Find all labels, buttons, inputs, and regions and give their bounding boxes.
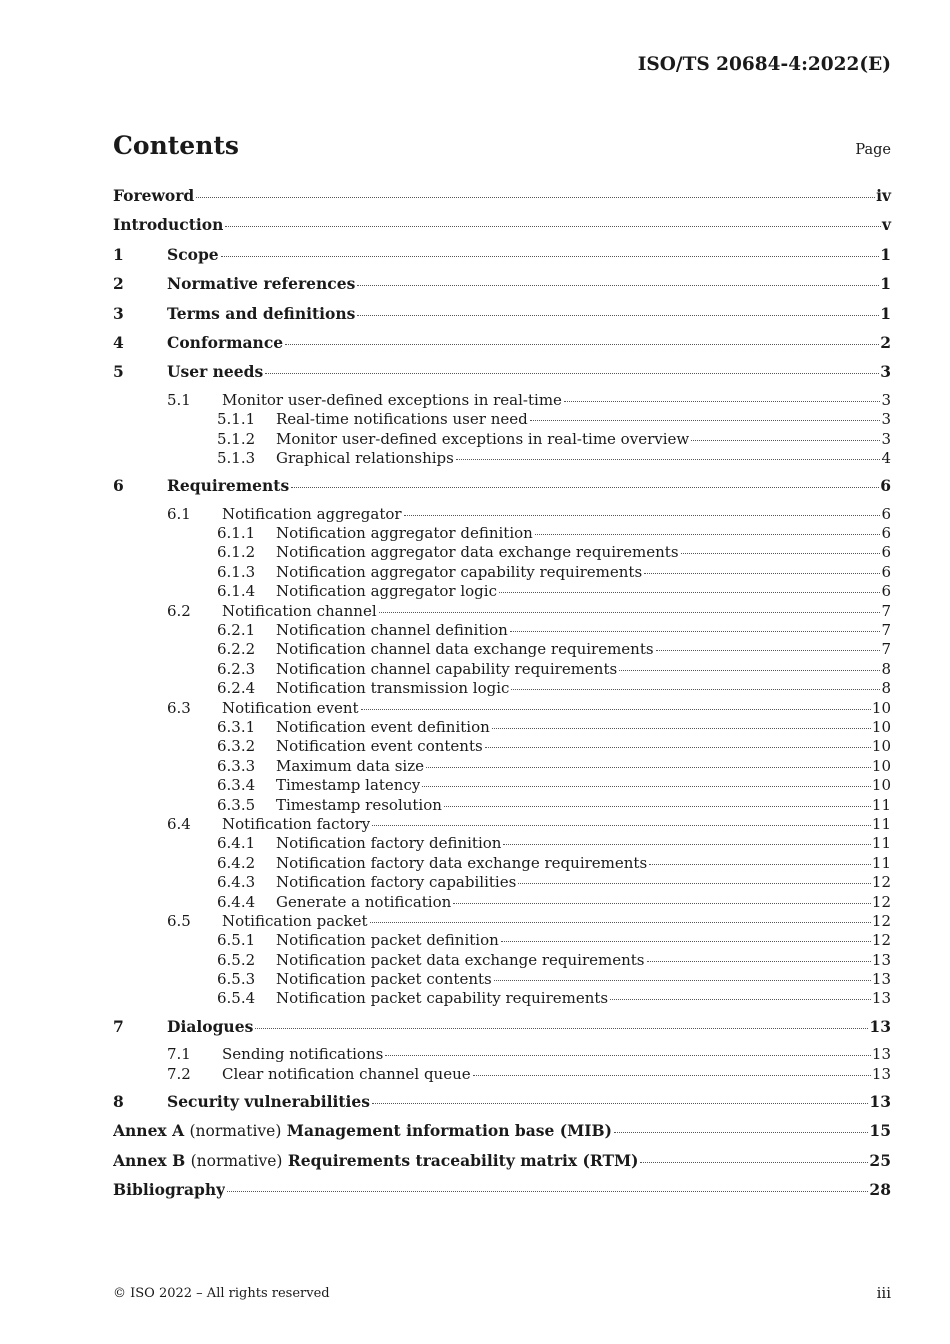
- toc-entry-title: Monitor user-defined exceptions in real-time overview: [276, 429, 690, 448]
- toc-entry-number: 6.2.2: [217, 640, 256, 659]
- toc-entry-title: Normative references: [167, 274, 356, 294]
- toc-entry-page: 13: [871, 970, 891, 989]
- toc-entry-title: Notification event: [222, 698, 359, 717]
- toc-entry-page: 3: [880, 362, 891, 382]
- toc-entry[interactable]: [113, 989, 891, 1008]
- toc-entry-title: Security vulnerabilities: [167, 1092, 371, 1112]
- toc-entry-number: 6.4.4: [217, 892, 256, 911]
- dot-leader: [656, 650, 881, 651]
- toc-entry-number: 6.3.3: [217, 756, 256, 775]
- toc-entry-number: 6.5: [167, 911, 191, 930]
- toc-entry-number: 7: [113, 1016, 124, 1036]
- dot-leader: [422, 786, 871, 787]
- toc-entry-title: [113, 1151, 638, 1170]
- annex-label: Annex A: [113, 1121, 185, 1141]
- dot-leader: [444, 806, 871, 807]
- toc-entry[interactable]: [113, 737, 891, 756]
- toc-entry[interactable]: [113, 524, 891, 543]
- toc-entry-page: 6: [881, 562, 891, 581]
- annex-type: (normative): [190, 1151, 283, 1170]
- toc-entry-page: 7: [881, 601, 891, 620]
- toc-entry-title: User needs: [167, 362, 264, 382]
- dot-leader: [227, 1191, 868, 1192]
- toc-entry-number: 6.2.4: [217, 679, 256, 698]
- toc-entry[interactable]: [113, 1065, 891, 1084]
- toc-entry[interactable]: [113, 303, 891, 332]
- toc-entry-title: Clear notification channel queue: [222, 1064, 471, 1083]
- toc-entry-number: 6.5.3: [217, 970, 256, 989]
- dot-leader: [503, 844, 870, 845]
- toc-entry-number: 6.3.1: [217, 717, 256, 736]
- toc-entry-number: 8: [113, 1092, 124, 1112]
- toc-entry[interactable]: [113, 185, 891, 214]
- toc-entry-page: 12: [871, 931, 891, 950]
- toc-entry-title: Graphical relationships: [276, 448, 454, 467]
- toc-entry[interactable]: [113, 1091, 891, 1120]
- toc-entry-page: 3: [881, 390, 891, 409]
- toc-entry[interactable]: [113, 931, 891, 950]
- toc-entry-page: 3: [881, 429, 891, 448]
- toc-entry[interactable]: [113, 1045, 891, 1064]
- toc-entry-title: Notification packet contents: [276, 970, 492, 989]
- toc-entry-page: 11: [871, 853, 891, 872]
- toc-entry-page: 10: [871, 698, 891, 717]
- dot-leader: [530, 420, 881, 421]
- toc-entry-title: Notification event contents: [276, 737, 483, 756]
- toc-entry-number: 6.1.2: [217, 543, 256, 562]
- toc-entry-title: Notification transmission logic: [276, 679, 510, 698]
- toc-entry-number: 6.5.4: [217, 989, 256, 1008]
- toc-entry-number: 3: [113, 303, 124, 323]
- toc-entry[interactable]: [113, 505, 891, 524]
- toc-entry-title: Scope: [167, 244, 219, 264]
- toc-entry-number: 2: [113, 274, 124, 294]
- toc-entry-page: 13: [869, 1016, 891, 1036]
- toc-entry-number: 6.4.3: [217, 873, 256, 892]
- toc-entry[interactable]: [113, 475, 891, 504]
- toc-entry-number: 6: [113, 476, 124, 496]
- toc-entry[interactable]: [113, 718, 891, 737]
- toc-entry-page: 6: [880, 476, 891, 496]
- toc-entry-title: [113, 1121, 612, 1140]
- dot-leader: [370, 922, 871, 923]
- toc-entry[interactable]: [113, 699, 891, 718]
- toc-entry-number: 4: [113, 332, 124, 352]
- toc-entry-number: 5.1: [167, 390, 191, 409]
- dot-leader: [473, 1075, 871, 1076]
- toc-entry-number: 6.5.2: [217, 950, 256, 969]
- toc-entry-page: 6: [881, 582, 891, 601]
- toc-entry-page: 13: [869, 1092, 891, 1112]
- dot-leader: [644, 573, 880, 574]
- toc-entry-title: Notification packet: [222, 911, 368, 930]
- toc-entry[interactable]: [113, 332, 891, 361]
- toc-entry-number: 5: [113, 362, 124, 382]
- toc-entry-page: 10: [871, 737, 891, 756]
- dot-leader: [501, 941, 871, 942]
- toc-entry-title: Notification factory: [222, 814, 371, 833]
- toc-entry-page: 1: [880, 244, 891, 264]
- toc-entry[interactable]: [113, 1150, 891, 1179]
- dot-leader: [614, 1132, 868, 1133]
- toc-entry[interactable]: [113, 757, 891, 776]
- dot-leader: [494, 980, 871, 981]
- toc-entry[interactable]: [113, 660, 891, 679]
- toc-entry[interactable]: [113, 621, 891, 640]
- toc-entry[interactable]: [113, 391, 891, 410]
- toc-entry-page: 13: [871, 1064, 891, 1083]
- dot-leader: [255, 1028, 868, 1029]
- toc-entry-number: 6.4.1: [217, 834, 256, 853]
- toc-entry-title: Dialogues: [167, 1016, 254, 1036]
- dot-leader: [456, 459, 881, 460]
- dot-leader: [640, 1162, 868, 1163]
- toc-entry-page: 10: [871, 776, 891, 795]
- toc-entry-page: 10: [871, 756, 891, 775]
- page-title: Contents: [113, 131, 240, 160]
- toc-entry-page: 8: [881, 679, 891, 698]
- toc-entry[interactable]: [113, 410, 891, 429]
- toc-entry-number: 6.2.3: [217, 659, 256, 678]
- toc-entry-page: 13: [871, 989, 891, 1008]
- dot-leader: [492, 728, 871, 729]
- toc-entry-page: 3: [881, 410, 891, 429]
- toc-entry[interactable]: [113, 776, 891, 795]
- toc-entry-page: v: [881, 215, 891, 235]
- toc-entry-number: 1: [113, 244, 124, 264]
- toc-entry[interactable]: [113, 214, 891, 243]
- toc-entry-number: 6.3.2: [217, 737, 256, 756]
- toc-entry[interactable]: [113, 893, 891, 912]
- table-of-contents: [113, 185, 891, 1209]
- dot-leader: [385, 1055, 871, 1056]
- toc-entry-page: 13: [871, 1045, 891, 1064]
- toc-entry-page: 7: [881, 640, 891, 659]
- toc-entry-page: 11: [871, 795, 891, 814]
- toc-entry[interactable]: [113, 244, 891, 273]
- toc-entry-number: 6.1.1: [217, 524, 256, 543]
- dot-leader: [291, 487, 879, 488]
- page-column-label: Page: [855, 142, 891, 158]
- dot-leader: [426, 767, 871, 768]
- dot-leader: [357, 315, 879, 316]
- toc-entry-page: 8: [881, 659, 891, 678]
- toc-entry-title: Notification aggregator logic: [276, 582, 497, 601]
- dot-leader: [357, 285, 879, 286]
- dot-leader: [265, 373, 879, 374]
- toc-entry-title: Generate a notification: [276, 892, 452, 911]
- toc-entry[interactable]: [113, 796, 891, 815]
- toc-entry-title: Timestamp latency: [276, 776, 421, 795]
- annex-title: Requirements traceability matrix (RTM): [287, 1150, 639, 1170]
- dot-leader: [225, 226, 881, 227]
- toc-entry-title: Notification aggregator capability requirements: [276, 562, 643, 581]
- toc-entry-title: Notification aggregator data exchange requirements: [276, 543, 679, 562]
- toc-entry-title: Timestamp resolution: [276, 795, 442, 814]
- toc-entry-number: 6.1.4: [217, 582, 256, 601]
- toc-entry-title: Notification packet definition: [276, 931, 499, 950]
- dot-leader: [499, 592, 880, 593]
- toc-entry-title: Notification aggregator definition: [276, 524, 533, 543]
- dot-leader: [535, 534, 881, 535]
- toc-entry-page: 11: [871, 834, 891, 853]
- toc-entry-page: 12: [871, 892, 891, 911]
- dot-leader: [691, 440, 880, 441]
- toc-entry-page: 28: [869, 1180, 891, 1200]
- toc-entry[interactable]: [113, 951, 891, 970]
- dot-leader: [619, 670, 880, 671]
- toc-entry-page: 4: [881, 448, 891, 467]
- toc-entry[interactable]: [113, 543, 891, 562]
- toc-entry-title: Terms and definitions: [167, 303, 356, 323]
- document-id: ISO/TS 20684-4:2022(E): [637, 54, 891, 75]
- toc-entry-number: 6.4: [167, 814, 191, 833]
- dot-leader: [372, 1103, 868, 1104]
- toc-entry-title: Notification aggregator: [222, 504, 402, 523]
- toc-entry[interactable]: [113, 873, 891, 892]
- toc-entry-title: Notification packet data exchange requirements: [276, 950, 645, 969]
- dot-leader: [649, 864, 871, 865]
- toc-entry-title: Notification channel definition: [276, 621, 508, 640]
- toc-entry-title: Requirements: [167, 476, 290, 496]
- toc-entry-title: Real-time notifications user need: [276, 410, 528, 429]
- dot-leader: [379, 612, 881, 613]
- toc-entry-title: Notification factory capabilities: [276, 873, 517, 892]
- dot-leader: [285, 344, 879, 345]
- toc-entry[interactable]: [113, 449, 891, 468]
- toc-entry-number: 5.1.1: [217, 410, 256, 429]
- toc-entry-number: 6.5.1: [217, 931, 256, 950]
- dot-leader: [196, 197, 875, 198]
- annex-title: Management information base (MIB): [286, 1121, 612, 1141]
- toc-entry-page: 12: [871, 873, 891, 892]
- toc-entry[interactable]: [113, 273, 891, 302]
- toc-entry-page: 1: [880, 274, 891, 294]
- toc-entry-title: Foreword: [113, 186, 195, 205]
- dot-leader: [610, 999, 871, 1000]
- dot-leader: [404, 515, 881, 516]
- toc-entry[interactable]: [113, 834, 891, 853]
- toc-entry-title: Notification channel data exchange requirements: [276, 640, 654, 659]
- toc-entry-page: 25: [869, 1150, 891, 1170]
- annex-type: (normative): [189, 1122, 282, 1141]
- toc-entry-page: 1: [880, 303, 891, 323]
- dot-leader: [221, 256, 880, 257]
- toc-entry-title: Conformance: [167, 332, 284, 352]
- dot-leader: [564, 401, 881, 402]
- toc-entry-number: 6.1: [167, 504, 191, 523]
- toc-entry-page: 15: [869, 1121, 891, 1141]
- toc-entry-page: 6: [881, 543, 891, 562]
- dot-leader: [510, 631, 881, 632]
- toc-entry-number: 7.1: [167, 1045, 191, 1064]
- copyright-footer: © ISO 2022 – All rights reserved: [113, 1286, 330, 1301]
- toc-entry-page: 13: [871, 950, 891, 969]
- toc-entry-title: Notification factory definition: [276, 834, 502, 853]
- annex-label: Annex B: [113, 1150, 186, 1170]
- toc-entry-title: Monitor user-defined exceptions in real-time: [222, 390, 562, 409]
- toc-entry[interactable]: [113, 1016, 891, 1045]
- toc-entry[interactable]: [113, 1179, 891, 1208]
- toc-entry-page: 12: [871, 911, 891, 930]
- toc-entry-title: Bibliography: [113, 1180, 226, 1200]
- toc-entry-number: 7.2: [167, 1064, 191, 1083]
- toc-entry-title: Notification channel capability requirements: [276, 659, 618, 678]
- toc-entry[interactable]: [113, 430, 891, 449]
- toc-entry[interactable]: [113, 854, 891, 873]
- toc-entry-number: 5.1.2: [217, 429, 256, 448]
- toc-entry-number: 6.2.1: [217, 621, 256, 640]
- toc-entry-page: 11: [871, 814, 891, 833]
- toc-entry[interactable]: [113, 970, 891, 989]
- toc-entry-title: Sending notifications: [222, 1045, 384, 1064]
- toc-entry[interactable]: [113, 602, 891, 621]
- toc-entry-page: 7: [881, 621, 891, 640]
- toc-entry-title: Notification channel: [222, 601, 377, 620]
- toc-entry-page: 2: [880, 332, 891, 352]
- toc-entry[interactable]: [113, 679, 891, 698]
- toc-entry[interactable]: [113, 563, 891, 582]
- dot-leader: [518, 883, 871, 884]
- toc-entry[interactable]: [113, 815, 891, 834]
- toc-entry-title: Maximum data size: [276, 756, 424, 775]
- dot-leader: [647, 961, 871, 962]
- toc-entry-number: 6.1.3: [217, 562, 256, 581]
- toc-entry[interactable]: [113, 1120, 891, 1149]
- toc-entry-number: 6.2: [167, 601, 191, 620]
- dot-leader: [453, 903, 871, 904]
- toc-entry-page: 10: [871, 717, 891, 736]
- page-number: iii: [876, 1284, 891, 1302]
- toc-entry-number: 6.3.5: [217, 795, 256, 814]
- toc-entry-number: 6.4.2: [217, 853, 256, 872]
- toc-entry[interactable]: [113, 582, 891, 601]
- toc-entry[interactable]: [113, 361, 891, 390]
- toc-entry-title: Notification event definition: [276, 717, 490, 736]
- dot-leader: [485, 747, 871, 748]
- dot-leader: [361, 709, 871, 710]
- toc-entry-page: iv: [876, 186, 891, 205]
- toc-entry-number: 6.3: [167, 698, 191, 717]
- toc-entry-page: 6: [881, 524, 891, 543]
- dot-leader: [681, 553, 881, 554]
- dot-leader: [372, 825, 871, 826]
- toc-entry-title: Notification factory data exchange requirements: [276, 853, 648, 872]
- dot-leader: [511, 689, 880, 690]
- toc-entry[interactable]: [113, 912, 891, 931]
- toc-entry-title: Notification packet capability requirements: [276, 989, 609, 1008]
- toc-entry-title: Introduction: [113, 215, 224, 235]
- toc-entry[interactable]: [113, 640, 891, 659]
- toc-entry-number: 5.1.3: [217, 448, 256, 467]
- toc-entry-page: 6: [881, 504, 891, 523]
- toc-entry-number: 6.3.4: [217, 776, 256, 795]
